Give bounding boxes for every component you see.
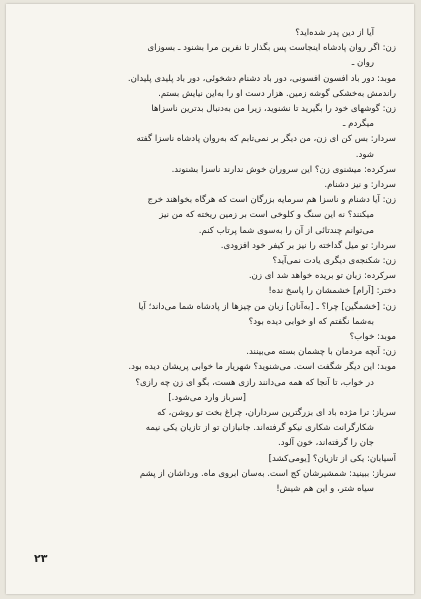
text-line: به‌شما نگفتم که او خوابی دیده بود؟ [248,316,374,327]
text-line: زن: [خشمگین] چرا؟ ـ [به‌آنان] زبان من چیزها از پادشاه شما می‌داند؛ آیا [138,301,396,312]
text-line: زن: اگر روان پادشاه اینجاست پس بگذار تا نفرین مرا بشنود ـ بسوزای [147,43,396,54]
page-body [34,26,396,497]
text-line: زن: آنچه مردمان با چشمان بسته می‌بینند. [246,347,396,358]
text-line: می‌توانم چندتائی از آن را به‌سوی شما پرتاب کنم. [198,225,374,236]
text-line: زن: شکنجه‌ی دیگری یادت نمی‌آید؟ [272,256,396,267]
text-line: موبد: دور باد افسون افسونی، دور باد دشنام دشخوئی، دور باد پلیدی پلیدان. [127,73,396,84]
text-line: موبد: این دیگر شگفت است. می‌شنوید؟ شهریار ما خوابی پریشان دیده بود. [128,362,396,373]
text-line: سرکرده: زبان تو بریده خواهد شد ای زن. [248,271,396,282]
text-line: میگردم ـ [342,119,374,130]
text-line: در خواب، تا آنجا که همه می‌دانند رازی هست، بگو ای زن چه رازی؟ [135,377,374,388]
text-line: زن: آیا دشنام و ناسزا هم سرمایه بزرگان است که هرگاه بخواهند خرج [147,195,396,206]
text-line: میکنند؟ نه این سنگ و کلوخی است بر زمین ریخته که من نیز [159,210,374,221]
text-line: آیا از دین پدر شده‌اید؟ [295,28,374,38]
text-line: راندمش به‌خشکی گوشه زمین. هزار دست او را به‌این نیایش بستم. [158,88,396,99]
text-line: زن: گوشهای خود را بگیرید تا نشنوید، زیرا من به‌دنبال بدترین ناسزاها [151,104,396,115]
text-line: سرکرده: میشنوی زن؟ این سروران خوش ندارند ناسزا بشنوند. [171,164,396,175]
text-line: شود. [355,149,374,160]
page-number: ۲۳ [34,552,48,565]
text-line: سیاه شتر، و این هم شیش! [276,484,374,495]
text-line: دختر: [آرام] خشمشان را پاسخ نده! [268,286,396,297]
text-line: موبد: خواب؟ [349,332,396,343]
text-line: شکارگرانت شکاری نیکو گرفته‌اند. جانبازان تو از تازیان یکی نیمه [145,423,374,434]
text-line: جان را گرفته‌اند، خون آلود. [278,438,374,449]
text-line: سردار: تو میل گداخته را نیز بر کیفر خود افزودی. [220,240,396,251]
book-page [6,4,414,594]
text-line: سردار: و نیز دشنام. [324,180,396,191]
text-line: روان ـ [351,58,374,69]
stage-direction: [سرباز وارد می‌شود.] [168,392,246,403]
text-line: سرباز: ببینید: شمشیرشان کج است. به‌سان ابروی ماه. ورداشان از پشم [139,468,396,479]
text-line: سرباز: ترا مژده باد ای بزرگترین سرداران، چراغ بخت تو روشن، که [157,408,396,419]
text-line: سردار: بس کن ای زن، من دیگر بر نمی‌تابم که به‌روان پادشاه ناسزا گفته [136,134,396,145]
text-line: آسیابان: یکی از تازیان؟ [یومی‌کشد] [268,453,396,464]
